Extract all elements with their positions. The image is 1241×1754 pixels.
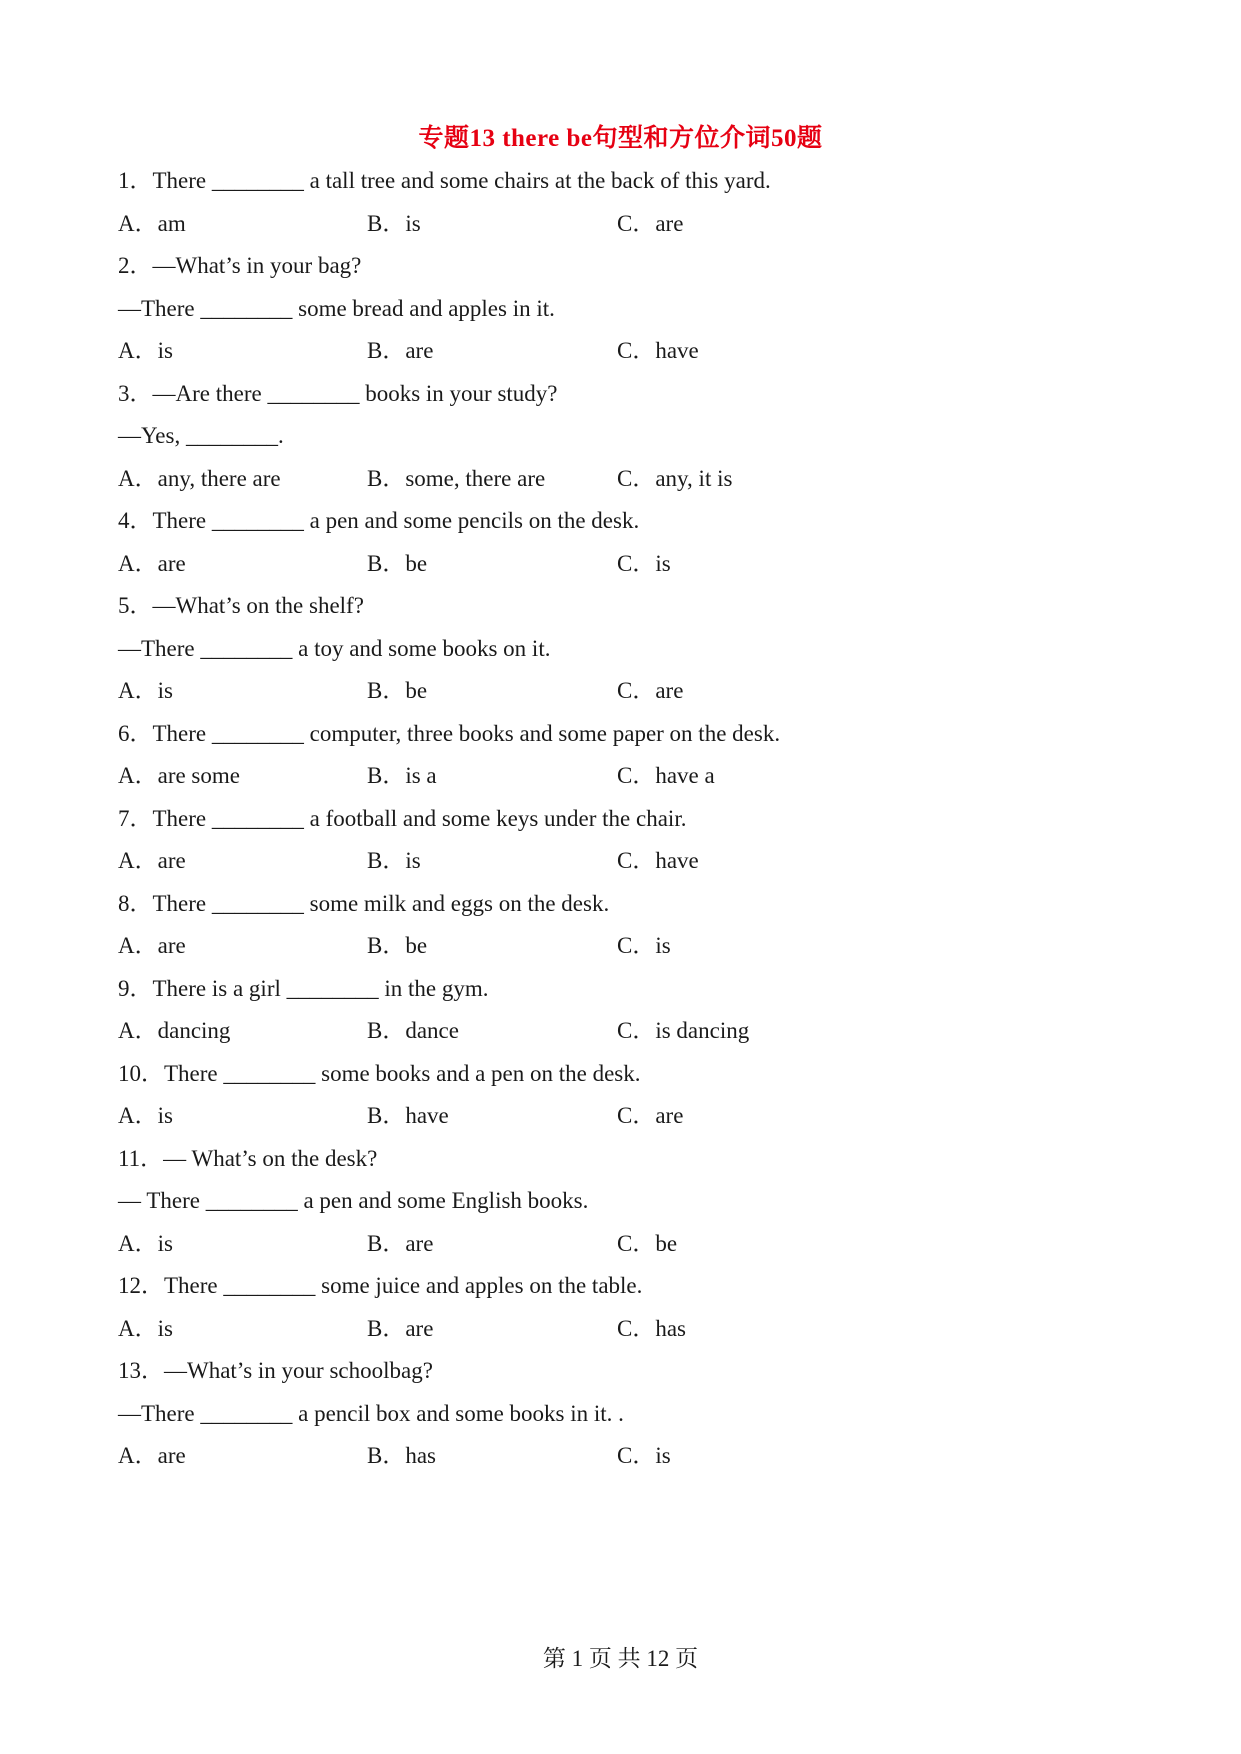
answer-option-c: C．are	[617, 678, 684, 703]
answer-option-a: A．is	[118, 338, 173, 363]
question-text: 5．—What’s on the shelf?	[118, 593, 364, 618]
question-text: 7．There ________ a football and some keys under the chair.	[118, 805, 687, 831]
answer-option-a: A．is	[118, 1315, 173, 1341]
answer-option-a: A．are	[118, 933, 186, 958]
answer-option-a: A．is	[118, 1103, 173, 1128]
question-text: 6．There ________ computer, three books and some paper on the desk.	[118, 720, 781, 746]
answer-option-b: B．is	[367, 210, 421, 236]
answer-option-b: B．be	[367, 550, 428, 576]
question-text: 10．There ________ some books and a pen on the desk.	[118, 1060, 641, 1086]
page-footer: 第 1 页 共 12 页	[542, 1646, 699, 1671]
question-text: 1．There ________ a tall tree and some chairs at the back of this yard.	[118, 168, 771, 193]
question-text: 3．—Are there ________ books in your study?	[118, 380, 558, 406]
question-text: 11．— What’s on the desk?	[118, 1145, 378, 1171]
answer-option-a: A．is	[118, 1230, 173, 1256]
answer-option-a: A．dancing	[118, 1018, 231, 1043]
question-text: —Yes, ________.	[118, 423, 284, 448]
answer-option-a: A．are	[118, 1443, 186, 1468]
answer-option-a: A．are	[118, 550, 186, 576]
answer-option-c: C．is	[617, 1443, 671, 1468]
answer-option-c: C．any, it is	[617, 465, 733, 491]
answer-option-c: C．have a	[617, 763, 715, 788]
answer-option-c: C．have	[617, 338, 699, 363]
answer-option-c: C．is dancing	[617, 1018, 750, 1043]
question-text: 9．There is a girl ________ in the gym.	[118, 975, 489, 1001]
answer-option-c: C．is	[617, 933, 671, 958]
answer-option-c: C．be	[617, 1230, 678, 1256]
answer-option-b: B．be	[367, 678, 428, 703]
answer-option-b: B．has	[367, 1443, 436, 1468]
question-text: 2．—What’s in your bag?	[118, 253, 362, 278]
answer-option-b: B．are	[367, 338, 434, 363]
answer-option-a: A．are	[118, 848, 186, 873]
answer-option-b: B．dance	[367, 1018, 459, 1043]
question-text: —There ________ some bread and apples in it.	[118, 295, 555, 321]
answer-option-a: A．are some	[118, 763, 240, 788]
answer-option-b: B．is a	[367, 763, 437, 788]
answer-option-b: B．some, there are	[367, 465, 546, 491]
answer-option-b: B．are	[367, 1230, 434, 1256]
page-title: 专题13 there be句型和方位介词50题	[418, 125, 823, 152]
question-text: 12．There ________ some juice and apples on the table.	[118, 1273, 643, 1298]
question-text: 8．There ________ some milk and eggs on the desk.	[118, 890, 610, 916]
answer-option-c: C．have	[617, 848, 699, 873]
answer-option-a: A．any, there are	[118, 465, 281, 491]
answer-option-b: B．have	[367, 1103, 449, 1128]
answer-option-a: A．am	[118, 210, 186, 236]
answer-option-c: C．has	[617, 1315, 686, 1341]
answer-option-c: C．are	[617, 1103, 684, 1128]
question-text: 4．There ________ a pen and some pencils on the desk.	[118, 508, 640, 533]
question-text: 13．—What’s in your schoolbag?	[118, 1358, 433, 1383]
question-text: —There ________ a pencil box and some books in it. .	[118, 1400, 624, 1426]
question-text: —There ________ a toy and some books on it.	[118, 635, 551, 661]
answer-option-c: C．is	[617, 550, 671, 576]
question-text: — There ________ a pen and some English books.	[118, 1188, 589, 1213]
answer-option-b: B．be	[367, 933, 428, 958]
answer-option-b: B．is	[367, 848, 421, 873]
answer-option-a: A．is	[118, 678, 173, 703]
answer-option-c: C．are	[617, 210, 684, 236]
answer-option-b: B．are	[367, 1315, 434, 1341]
